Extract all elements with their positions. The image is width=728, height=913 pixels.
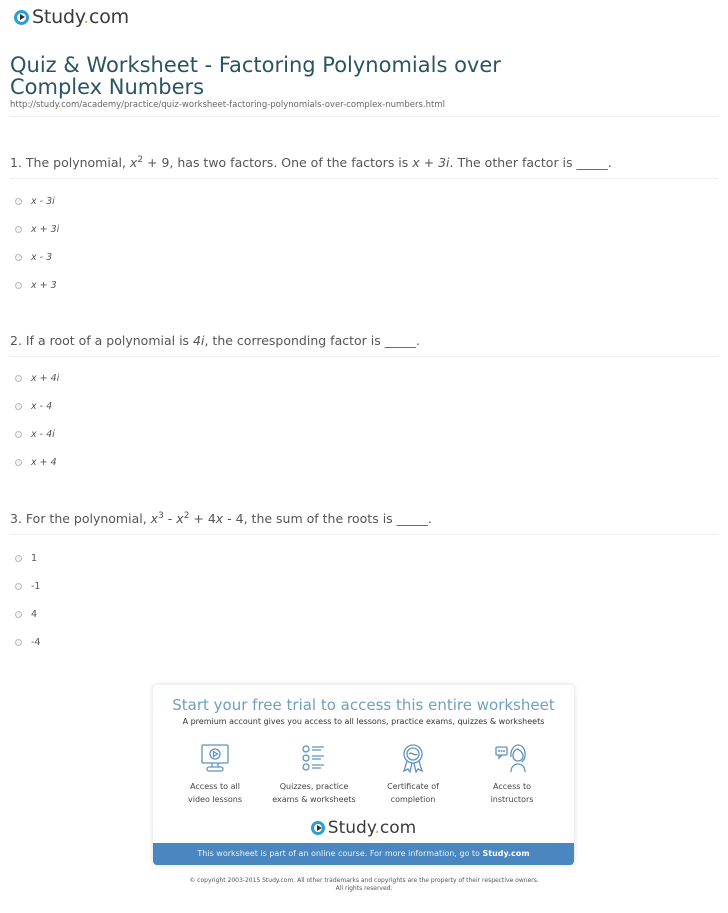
promo-headline: Start your free trial to access this entire worksheet <box>172 696 555 714</box>
study-link[interactable]: Study.com <box>482 849 530 858</box>
divider <box>10 116 718 117</box>
radio-button[interactable] <box>15 198 22 205</box>
copyright-footer: © copyright 2003-2015 Study.com. All other trademarks and copyrights are the property of their respective owners. All rights reserved. <box>189 877 539 892</box>
answer-option[interactable]: x + 3i <box>15 224 59 235</box>
question-2 <box>10 333 718 483</box>
feature-quizzes: Quizzes, practice exams & worksheets <box>264 743 364 806</box>
radio-button[interactable] <box>15 611 22 618</box>
radio-button[interactable] <box>15 459 22 466</box>
question-1 <box>10 155 718 305</box>
play-logo-icon <box>14 10 29 25</box>
course-info-bar: This worksheet is part of an online course. For more information, go to Study.com <box>153 843 574 865</box>
feature-video-lessons: Access to all video lessons <box>165 743 265 806</box>
page-url: http://study.com/academy/practice/quiz-worksheet-factoring-polynomials-over-complex-numbers.html <box>10 100 445 110</box>
radio-button[interactable] <box>15 639 22 646</box>
answer-option[interactable]: x + 4i <box>15 373 59 384</box>
play-logo-icon <box>311 821 325 835</box>
answer-option[interactable]: x - 3 <box>15 252 52 263</box>
radio-button[interactable] <box>15 226 22 233</box>
logo-text: Study.com <box>32 6 129 28</box>
feature-instructors: Access to instructors <box>462 743 562 806</box>
answer-option[interactable]: x - 3i <box>15 196 55 207</box>
certificate-icon <box>397 743 429 773</box>
radio-button[interactable] <box>15 254 22 261</box>
answer-option[interactable]: x - 4 <box>15 401 52 412</box>
study-logo[interactable] <box>14 6 129 28</box>
radio-button[interactable] <box>15 555 22 562</box>
radio-button[interactable] <box>15 583 22 590</box>
free-trial-promo[interactable] <box>153 685 574 865</box>
answer-option[interactable]: x - 4i <box>15 429 55 440</box>
answer-option[interactable]: -1 <box>15 581 40 592</box>
question-text: 3. For the polynomial, $x^3 - x^2 + 4x - 4$, the sum of the roots is _____. <box>10 511 718 535</box>
radio-button[interactable] <box>15 375 22 382</box>
quiz-list-icon <box>298 743 330 773</box>
answer-option[interactable]: 1 <box>15 553 37 564</box>
promo-study-logo[interactable]: Study.com <box>153 818 574 838</box>
page-title: Quiz & Worksheet - Factoring Polynomials over Complex Numbers <box>10 53 501 99</box>
question-text: 1. The polynomial, $x^2 + 9$, has two factors. One of the factors is x + 3i. The other factor is _____. <box>10 155 718 179</box>
answer-option[interactable]: x + 4 <box>15 457 57 468</box>
radio-button[interactable] <box>15 282 22 289</box>
answer-option[interactable]: -4 <box>15 637 40 648</box>
instructor-icon <box>494 743 530 773</box>
question-3 <box>10 511 718 661</box>
feature-certificate: Certificate of completion <box>363 743 463 806</box>
radio-button[interactable] <box>15 431 22 438</box>
answer-option[interactable]: x + 3 <box>15 280 57 291</box>
radio-button[interactable] <box>15 403 22 410</box>
video-lesson-icon <box>199 743 231 773</box>
answer-option[interactable]: 4 <box>15 609 37 620</box>
question-text: 2. If a root of a polynomial is 4i, the corresponding factor is _____. <box>10 333 718 357</box>
promo-subline: A premium account gives you access to all lessons, practice exams, quizzes & worksheets <box>182 717 545 726</box>
